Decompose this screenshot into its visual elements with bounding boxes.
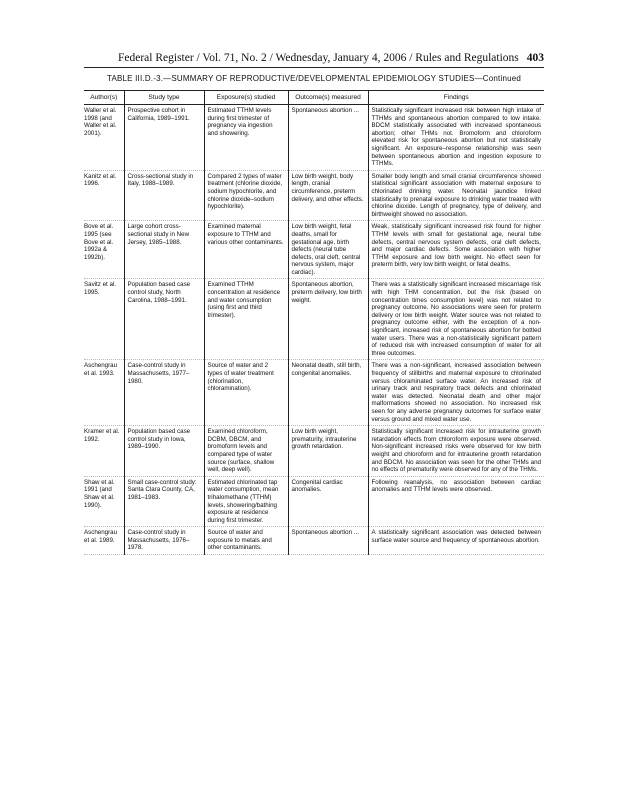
table-row <box>84 221 544 279</box>
table-caption: TABLE III.D.-3.—SUMMARY OF REPRODUCTIVE/DEVELOPMENTAL EPIDEMIOLOGY STUDIES—Continued <box>106 74 522 83</box>
cell-study-type: Population based case control study, North Carolina, 1988–1991. <box>124 279 204 360</box>
cell-author: Shaw et al. 1991 (and Shaw et al. 1990). <box>84 476 124 527</box>
table-row <box>84 279 544 360</box>
cell-author: Bove et al. 1995 (see Bove et al. 1992a & 1992b). <box>84 221 124 279</box>
cell-author: Aschengrau et al. 1993. <box>84 360 124 426</box>
cell-study-type: Population based case control study in Iowa, 1989–1990. <box>124 426 204 477</box>
cell-findings: A statistically significant association was detected between surface water source and frequency of spontaneous abortion. <box>368 527 544 555</box>
cell-study-type: Case-control study in Massachusetts, 1976–1978. <box>124 527 204 555</box>
running-header <box>84 52 544 68</box>
cell-findings: Statistically significant increased risk between high intake of TTHMs and spontaneous abortion compared to low intake. BDCM statistically associated with increased spontaneous abortion; other THMs not. Bromoform and chloroform elevated risk for spontaneous abortion but not statistically significant. An exposure–response relationship was seen between spontaneous abortion and ingestion exposure to TTHMs. <box>368 105 544 171</box>
cell-author: Aschengrau et al. 1989. <box>84 527 124 555</box>
cell-outcome: Spontaneous abortion, preterm delivery, low birth weight. <box>288 279 368 360</box>
column-header-study-type: Study type <box>124 91 204 105</box>
cell-outcome: Congenital cardiac anomalies. <box>288 476 368 527</box>
cell-findings: There was a statistically significant increased miscarriage risk with high THM concentration, but the risk (based on concentration times consumption level) was not related to pregnancy outcome. No associations were seen for preterm delivery or low birth weight. Water source was not related to pregnancy outcome either, with the exception of a non-significant, increased risk of spontaneous abortion for bottled water users. There was a non-statistically significant pattern of reduced risk with increased consumption of water for all three outcomes. <box>368 279 544 360</box>
cell-findings: There was a non-significant, increased association between frequency of stillbirths and maternal exposure to chlorinated versus chloraminated surface water. An increased risk of urinary track and respiratory track defects and chlorinated water was detected. Neonatal death and other major malformations showed no association. No increased risk seen for any adverse pregnancy outcomes for surface water versus ground and mixed water use. <box>368 360 544 426</box>
header-title: Federal Register / Vol. 71, No. 2 / Wednesday, January 4, 2006 / Rules and Regulations <box>118 52 519 64</box>
cell-author: Kanitz et al. 1996. <box>84 170 124 221</box>
cell-study-type: Cross-sectional study in Italy, 1988–1989. <box>124 170 204 221</box>
table-body <box>84 105 544 555</box>
cell-exposure: Examined maternal exposure to TTHM and various other contaminants. <box>204 221 288 279</box>
column-header-outcome: Outcome(s) measured <box>288 91 368 105</box>
table-row <box>84 426 544 477</box>
column-header-author: Author(s) <box>84 91 124 105</box>
cell-study-type: Small case-control study: Santa Clara County, CA, 1981–1983. <box>124 476 204 527</box>
header-rule <box>84 67 544 68</box>
cell-outcome: Spontaneous abortion ... <box>288 527 368 555</box>
cell-findings: Weak, statistically significant increased risk found for higher TTHM levels with small for gestational age, neural tube defects, central nervous system defects, oral cleft defects, and major cardiac defects. Some association with higher TTHM exposure and low birth weight. No effect seen for preterm birth, very low birth weight, or fetal deaths. <box>368 221 544 279</box>
table-row <box>84 360 544 426</box>
table-row <box>84 170 544 221</box>
cell-exposure: Source of water and exposure to metals and other contaminants. <box>204 527 288 555</box>
cell-outcome: Low birth weight, body length, cranial circumference, preterm delivery, and other effects. <box>288 170 368 221</box>
cell-study-type: Case-control study in Massachusetts, 1977–1980. <box>124 360 204 426</box>
column-header-findings: Findings <box>368 91 544 105</box>
cell-exposure: Source of water and 2 types of water treatment (chlorination, chloramination). <box>204 360 288 426</box>
summary-table <box>84 90 544 555</box>
cell-exposure: Estimated chlorinated tap water consumption, mean trihalomethane (TTHM) levels, showering/bathing exposure at residence during first trimester. <box>204 476 288 527</box>
cell-outcome: Low birth weight, prematurity, intrauterine growth retardation. <box>288 426 368 477</box>
cell-exposure: Examined TTHM concentration at residence and water consumption (using first and third trimester). <box>204 279 288 360</box>
column-header-exposure: Exposure(s) studied <box>204 91 288 105</box>
cell-findings: Following reanalysis, no association between cardiac anomalies and TTHM levels were observed. <box>368 476 544 527</box>
cell-author: Savitz et al. 1995. <box>84 279 124 360</box>
cell-exposure: Examined chloroform, DCBM, DBCM, and bromoform levels and compared type of water source (surface, shallow well, deep well). <box>204 426 288 477</box>
cell-author: Waller et al. 1998 (and Waller et al. 2001). <box>84 105 124 171</box>
table-row <box>84 527 544 555</box>
table-row <box>84 476 544 527</box>
cell-exposure: Estimated TTHM levels during first trimester of pregnancy via ingestion and showering. <box>204 105 288 171</box>
cell-study-type: Large cohort cross-sectional study in New Jersey, 1985–1988. <box>124 221 204 279</box>
table-header-row <box>84 91 544 105</box>
cell-outcome: Spontaneous abortion ... <box>288 105 368 171</box>
cell-author: Kramer et al. 1992. <box>84 426 124 477</box>
cell-outcome: Low birth weight, fetal deaths, small for gestational age, birth defects (neural tube defects, oral cleft, central nervous system, major cardiac). <box>288 221 368 279</box>
cell-outcome: Neonatal death, still birth, congenital anomalies. <box>288 360 368 426</box>
cell-findings: Smaller body length and small cranial circumference showed statistical significant association with maternal exposure to chlorinated drinking water. Neonatal jaundice linked statistically to prenatal exposure to drinking water treated with chlorine dioxide. Length of pregnancy, type of delivery, and birthweight showed no association. <box>368 170 544 221</box>
cell-exposure: Compared 2 types of water treatment (chlorine dioxide, sodium hypochlorite, and chlorine dioxide–sodium hypochlorite). <box>204 170 288 221</box>
page-number: 403 <box>526 52 544 64</box>
cell-study-type: Prospective cohort in California, 1989–1991. <box>124 105 204 171</box>
cell-findings: Statistically significant increased risk for intrauterine growth retardation effects from chloroform exposure were observed. Non-significant increased risks were observed for low birth weight and chloroform and for intrauterine growth retardation and BDCM. No association was seen for the other THMs and no effects of prematurity were observed for any of the THMs. <box>368 426 544 477</box>
table-row <box>84 105 544 171</box>
